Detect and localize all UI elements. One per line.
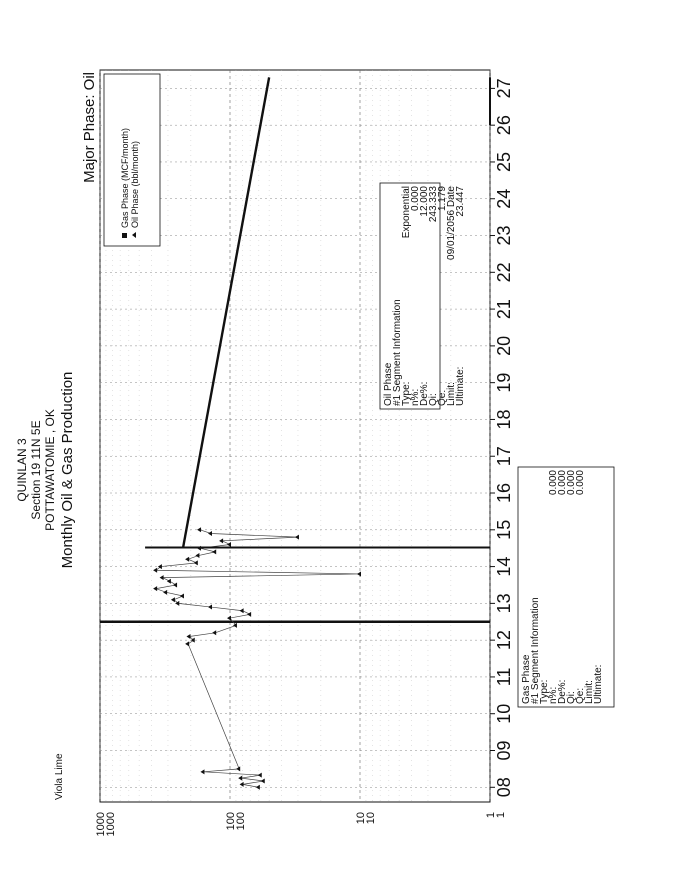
- x-tick-label: 25: [494, 151, 514, 172]
- x-tick-layer: [490, 78, 514, 797]
- y-tick-label-duplicate: 100: [235, 812, 247, 831]
- oil-data-point: [194, 560, 198, 565]
- info-row-value: 243.333: [428, 186, 439, 223]
- info-row-label: Qe:: [437, 389, 448, 406]
- oil-data-point: [212, 549, 216, 554]
- oil-data-point: [208, 531, 212, 536]
- oil-data-point: [200, 769, 204, 774]
- oil-box-title: Oil Phase: [383, 362, 394, 406]
- y-tick-label: 100: [225, 812, 237, 831]
- info-row-value: 0.000: [566, 470, 577, 496]
- info-row-label: Limit:: [584, 680, 595, 704]
- legend: [104, 74, 160, 246]
- info-row-value: 0.000: [410, 186, 421, 212]
- info-row-value: 09/01/2056 Date: [446, 186, 457, 260]
- y-tick-layer: [95, 812, 507, 836]
- gas-box-title: Gas Phase: [521, 654, 532, 704]
- x-tick-label: 22: [494, 262, 514, 283]
- x-tick-label: 18: [494, 409, 514, 430]
- x-tick-label: 13: [494, 593, 514, 614]
- chart-subtitle-line-1: Section 19 11N 5E: [29, 420, 43, 520]
- info-row-value: Exponential: [401, 186, 412, 239]
- oil-data-point: [240, 782, 244, 787]
- x-tick-label: 10: [494, 703, 514, 724]
- info-row-label: n%:: [410, 388, 421, 406]
- oil-box-subtitle: #1 Segment Information: [392, 299, 403, 406]
- x-tick-label: 08: [494, 777, 514, 798]
- oil-data-point: [153, 568, 157, 573]
- oil-data-point: [258, 773, 262, 778]
- x-tick-label: 27: [494, 78, 514, 99]
- x-tick-label: 26: [494, 115, 514, 136]
- corner-label-viola-lime: Viola Lime: [54, 753, 65, 800]
- info-row-label: Qi:: [566, 691, 577, 704]
- oil-data-point: [261, 779, 265, 784]
- oil-data-point: [197, 527, 201, 532]
- info-row-value: 0.000: [548, 470, 559, 496]
- y-tick-label-duplicate: 1000: [105, 812, 117, 837]
- oil-data-point: [163, 590, 167, 595]
- gas-phase-info-box: [518, 467, 614, 707]
- y-tick-label: 1: [485, 812, 497, 819]
- x-tick-label: 14: [494, 556, 514, 577]
- x-tick-label: 16: [494, 482, 514, 504]
- oil-data-point: [227, 542, 231, 547]
- info-row-label: n%:: [548, 686, 559, 704]
- info-row-value: 23.447: [455, 186, 466, 217]
- oil-forecast-line: [183, 77, 269, 548]
- oil-data-point: [212, 630, 216, 635]
- info-row-value: 12.000: [419, 186, 430, 217]
- info-row-label: Ultimate:: [593, 664, 604, 704]
- info-row-label: Limit:: [446, 382, 457, 406]
- oil-data-point: [240, 608, 244, 613]
- legend-item-gas: Gas Phase (MCF/month): [120, 127, 130, 228]
- chart-title: QUINLAN 3: [15, 438, 29, 502]
- y-tick-label: 1000: [95, 812, 107, 837]
- oil-data-point: [186, 634, 190, 639]
- x-tick-label: 23: [494, 225, 514, 246]
- oil-data-point: [185, 641, 189, 646]
- x-tick-label: 24: [494, 188, 514, 209]
- oil-data-point: [195, 553, 199, 558]
- legend-item-oil: Oil Phase (bbl/month): [130, 140, 140, 228]
- chart-subtitle-line-3: Monthly Oil & Gas Production: [59, 371, 76, 569]
- gas-box-subtitle: #1 Segment Information: [530, 597, 541, 704]
- oil-data-point: [247, 612, 251, 617]
- x-tick-label: 12: [494, 630, 514, 651]
- info-row-label: Qi:: [428, 393, 439, 406]
- x-tick-label: 20: [494, 335, 514, 356]
- oil-data-point: [238, 776, 242, 781]
- oil-data-point: [160, 575, 164, 580]
- oil-data-point: [295, 535, 299, 540]
- info-row-label: Ultimate:: [455, 366, 466, 406]
- oil-data-point: [256, 785, 260, 790]
- info-row-value: 0.000: [557, 470, 568, 496]
- x-tick-label: 19: [494, 372, 514, 393]
- info-row-label: De%:: [419, 381, 430, 406]
- y-tick-label: 10: [355, 812, 367, 825]
- x-tick-label: 11: [494, 667, 514, 687]
- y-tick-label-duplicate: 10: [365, 812, 377, 825]
- oil-data-point: [171, 597, 175, 602]
- y-tick-label-duplicate: 1: [495, 812, 507, 819]
- info-row-label: De%:: [557, 679, 568, 704]
- oil-data-point: [180, 594, 184, 599]
- info-row-label: Qe:: [575, 687, 586, 704]
- info-row-value: 0.000: [575, 470, 586, 496]
- x-tick-label: 15: [494, 519, 514, 540]
- info-row-label: Type:: [401, 381, 412, 406]
- oil-data-point: [185, 557, 189, 562]
- major-phase-label: Major Phase: Oil: [81, 72, 98, 183]
- x-tick-label: 09: [494, 740, 514, 761]
- x-tick-label: 17: [494, 446, 514, 467]
- x-tick-label: 21: [494, 299, 514, 320]
- info-row-value: 1.179: [437, 186, 448, 212]
- oil-data-point: [227, 616, 231, 621]
- oil-data-point: [219, 538, 223, 543]
- oil-phase-info-box: [380, 183, 466, 409]
- legend-square-icon: [122, 233, 127, 238]
- oil-data-point: [208, 605, 212, 610]
- oil-data-point: [357, 571, 361, 576]
- oil-data-point: [153, 586, 157, 591]
- info-row-label: Type:: [539, 679, 550, 704]
- oil-data-point: [167, 579, 171, 584]
- oil-series-line: [156, 530, 360, 787]
- chart-subtitle-line-2: POTTAWATOMIE , OK: [43, 409, 57, 531]
